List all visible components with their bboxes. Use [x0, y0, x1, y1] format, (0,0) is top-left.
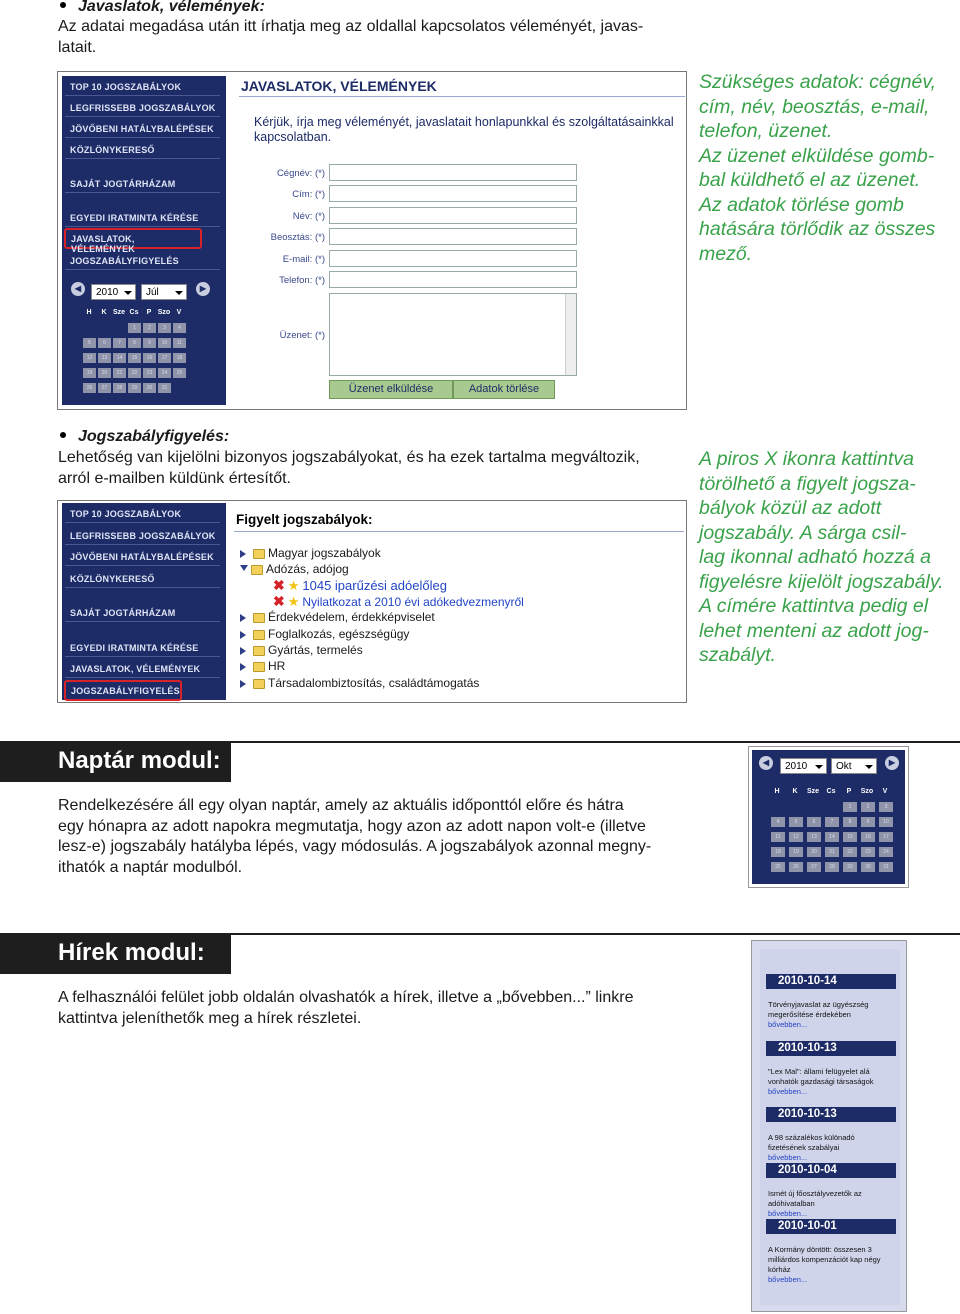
news-item	[768, 1000, 898, 1030]
calendar-widget	[65, 276, 217, 401]
sidebar-item-gazette-search[interactable]: KÖZLÖNYKERESŐ	[65, 141, 220, 159]
calendar-day[interactable]: 20	[98, 368, 111, 378]
news-more-link[interactable]: bővebben...	[768, 1153, 808, 1162]
calendar-day[interactable]: 9	[143, 338, 156, 348]
calendar-day[interactable]: 19	[789, 847, 803, 857]
month-select[interactable]: Júl	[141, 284, 187, 300]
tree-item[interactable]: Érdekvédelem, érdekképviselet	[240, 610, 435, 624]
calendar-day[interactable]: 14	[825, 832, 839, 842]
send-button[interactable]: Üzenet elküldése	[329, 380, 453, 399]
tree-item[interactable]: Adózás, adójog	[240, 562, 349, 576]
calendar-day[interactable]: 10	[158, 338, 171, 348]
calendar-day[interactable]: 4	[173, 323, 186, 333]
tree-item[interactable]: Foglalkozás, egészségügy	[240, 627, 409, 641]
calendar-day[interactable]: 3	[879, 802, 893, 812]
news-more-link[interactable]: bővebben...	[768, 1209, 808, 1218]
next-month-icon[interactable]: ▶	[196, 282, 210, 296]
calendar-day[interactable]: 24	[158, 368, 171, 378]
calendar-day[interactable]: 26	[789, 862, 803, 872]
section1-heading: Javaslatok, vélemények:	[58, 0, 265, 16]
next-month-icon[interactable]: ▶	[885, 756, 899, 770]
weekday-label: Szo	[860, 788, 874, 795]
news-item	[768, 1189, 898, 1219]
calendar-day[interactable]: 1	[843, 802, 857, 812]
weekday-label: Cs	[129, 309, 139, 316]
calendar-day[interactable]: 3	[158, 323, 171, 333]
calendar-day[interactable]: 27	[98, 383, 111, 393]
news-text: A Kormány döntött: összesen 3	[768, 1245, 872, 1254]
label-company: Cégnév: (*)	[276, 168, 325, 179]
calendar-day[interactable]: 12	[789, 832, 803, 842]
calendar-day[interactable]: 5	[83, 338, 96, 348]
calendar-day[interactable]: 15	[128, 353, 141, 363]
naptar-body: Rendelkezésére áll egy olyan naptár, amely az aktuális időponttól előre és hátra egy hónapra az adott napokra megmutatja, hogy azon az adott napon volt-e (illetve lesz-e) jogszabály hatályba lépés, vagy módosulás. A jogszabályok azonnal megny- ithatók a naptár modulból.	[58, 797, 652, 876]
watched-law[interactable]: ✖ ★ Nyilatkozat a 2010 évi adókedvezmenyről	[273, 593, 524, 609]
sidebar-item-latest[interactable]: LEGFRISSEBB JOGSZABÁLYOK	[65, 527, 220, 545]
company-input[interactable]	[329, 164, 577, 181]
weekday-label: H	[86, 309, 92, 316]
prev-month-icon[interactable]: ◀	[71, 282, 85, 296]
sidebar-item-my-library[interactable]: SAJÁT JOGTÁRHÁZAM	[65, 604, 220, 622]
news-more-link[interactable]: bővebben...	[768, 1275, 808, 1284]
calendar-day[interactable]: 8	[128, 338, 141, 348]
calendar-day[interactable]: 13	[98, 353, 111, 363]
calendar-day[interactable]: 24	[879, 847, 893, 857]
calendar-day[interactable]: 13	[807, 832, 821, 842]
label-message: Üzenet: (*)	[279, 330, 325, 341]
calendar-day[interactable]: 7	[113, 338, 126, 348]
news-text: A 98 százalékos különadó	[768, 1133, 855, 1142]
calendar-day[interactable]: 27	[807, 862, 821, 872]
sidebar-item-watch[interactable]: JOGSZABÁLYFIGYELÉS	[65, 252, 220, 270]
remove-icon[interactable]: ✖	[273, 593, 285, 609]
tree-item[interactable]: HR	[240, 659, 285, 673]
calendar-day[interactable]: 2	[861, 802, 875, 812]
section1-side-note: Szükséges adatok: cégnév, cím, név, beosztás, e-mail, telefon, üzenet. Az üzenet elküldése gomb- bal küldhető el az üzenet. Az adatok törlése gomb hatására törlődik az összes mező.	[699, 71, 937, 265]
calendar-day[interactable]: 2	[143, 323, 156, 333]
tree-item[interactable]: Gyártás, termelés	[240, 643, 363, 657]
calendar-day[interactable]: 22	[128, 368, 141, 378]
watch-title: Figyelt jogszabályok:	[236, 512, 373, 527]
message-textarea[interactable]	[329, 293, 577, 376]
news-more-link[interactable]: bővebben...	[768, 1020, 808, 1029]
hirek-heading: Hírek modul:	[0, 934, 231, 974]
sidebar	[62, 76, 226, 405]
position-input[interactable]	[329, 228, 577, 245]
calendar-day[interactable]: 12	[83, 353, 96, 363]
calendar-day[interactable]: 5	[789, 817, 803, 827]
calendar-day[interactable]: 28	[825, 862, 839, 872]
calendar-day[interactable]: 15	[843, 832, 857, 842]
news-text: milliárdos kompenzációt kap négy	[768, 1255, 881, 1264]
news-screenshot	[751, 940, 907, 1312]
calendar-day[interactable]: 22	[843, 847, 857, 857]
sidebar-item-feedback[interactable]: JAVASLATOK, VÉLEMÉNYEK	[64, 228, 202, 249]
weekday-label: Sze	[112, 309, 126, 316]
hirek-body: A felhasználói felület jobb oldalán olvashatók a hírek, illetve a „bővebben...” linkre kattintva jeleníthetők meg a hírek részletei.	[58, 989, 634, 1027]
form-intro: Kérjük, írja meg véleményét, javaslatait honlapunkkal és szolgáltatásainkkal kapcsolatban.	[254, 115, 674, 144]
news-text: Ismét új főosztályvezetők az	[768, 1189, 862, 1198]
watched-law[interactable]: ✖ ★ 1045 iparűzési adóelőleg	[273, 577, 447, 593]
calendar-day[interactable]: 21	[825, 847, 839, 857]
sidebar-item-upcoming[interactable]: JÖVŐBENI HATÁLYBALÉPÉSEK	[65, 120, 220, 138]
weekday-label: V	[176, 309, 182, 316]
news-date: 2010-10-04	[766, 1163, 896, 1178]
name-input[interactable]	[329, 207, 577, 224]
calendar-day[interactable]: 29	[128, 383, 141, 393]
news-date: 2010-10-14	[766, 974, 896, 989]
calendar-day[interactable]: 10	[879, 817, 893, 827]
calendar-day[interactable]: 20	[807, 847, 821, 857]
calendar-day[interactable]: 18	[173, 353, 186, 363]
label-phone: Telefon: (*)	[279, 275, 325, 286]
section1-body: Az adatai megadása után itt írhatja meg az oldallal kapcsolatos véleményét, javas- latait.	[58, 18, 644, 56]
section2-body: Lehetőség van kijelölni bizonyos jogszabályokat, és ha ezek tartalma megváltozik, arról e-mailben küldünk értesítőt.	[58, 449, 640, 487]
calendar-day[interactable]: 17	[158, 353, 171, 363]
sidebar-item-latest[interactable]: LEGFRISSEBB JOGSZABÁLYOK	[65, 99, 220, 117]
news-item	[768, 1067, 898, 1097]
calendar-day[interactable]: 31	[879, 862, 893, 872]
news-text: megerősítése érdekében	[768, 1010, 851, 1019]
news-date: 2010-10-13	[766, 1107, 896, 1122]
calendar-day[interactable]: 17	[879, 832, 893, 842]
news-text: "Lex Mal": állami felügyelet alá	[768, 1067, 870, 1076]
calendar-day[interactable]: 23	[861, 847, 875, 857]
feedback-screenshot	[57, 71, 687, 410]
tree-item[interactable]: Magyar jogszabályok	[240, 546, 381, 560]
calendar-day[interactable]: 6	[98, 338, 111, 348]
news-date: 2010-10-13	[766, 1041, 896, 1056]
weekday-label: K	[101, 309, 107, 316]
calendar-day[interactable]: 7	[825, 817, 839, 827]
calendar-day[interactable]: 19	[83, 368, 96, 378]
sidebar-item-watch[interactable]: JOGSZABÁLYFIGYELÉS	[64, 680, 182, 701]
news-more-link[interactable]: bővebben...	[768, 1087, 808, 1096]
calendar-day[interactable]: 21	[113, 368, 126, 378]
calendar-day[interactable]: 23	[143, 368, 156, 378]
calendar-day[interactable]: 30	[861, 862, 875, 872]
form-title: JAVASLATOK, VÉLEMÉNYEK	[241, 78, 437, 94]
section2-side-note: A piros X ikonra kattintva törölhető a figyelt jogsza- bályok közül az adott jogszabály. A sárga csil- lag ikonnal adható hozzá a figyelésre kijelölt jogszabály. A címére kattintva pedig el lehet menteni az adott jog- szabályt.	[699, 448, 944, 666]
calendar-day[interactable]: 18	[771, 847, 785, 857]
message-scrollbar[interactable]	[565, 294, 576, 375]
sidebar	[62, 503, 226, 700]
news-date: 2010-10-01	[766, 1219, 896, 1234]
calendar-day[interactable]: 28	[113, 383, 126, 393]
phone-input[interactable]	[329, 271, 577, 288]
tree-item[interactable]: Társadalombiztosítás, családtámogatás	[240, 676, 479, 690]
news-text: adóhivatalban	[768, 1199, 815, 1208]
calendar-day[interactable]: 4	[771, 817, 785, 827]
label-email: E-mail: (*)	[282, 254, 325, 265]
weekday-label: Sze	[806, 788, 820, 795]
sidebar-item-template-request[interactable]: EGYEDI IRATMINTA KÉRÉSE	[65, 209, 220, 227]
sidebar-item-my-library[interactable]: SAJÁT JOGTÁRHÁZAM	[65, 175, 220, 193]
month-select[interactable]: Okt	[831, 758, 877, 774]
weekday-label: H	[774, 788, 780, 795]
weekday-label: P	[146, 309, 152, 316]
section2-heading: Jogszabályfigyelés:	[58, 428, 229, 446]
news-text: vonhatók gazdasági társaságok	[768, 1077, 874, 1086]
calendar-day[interactable]: 26	[83, 383, 96, 393]
clear-button[interactable]: Adatok törlése	[453, 380, 555, 399]
weekday-label: P	[846, 788, 852, 795]
weekday-label: V	[882, 788, 888, 795]
sidebar-item-template-request[interactable]: EGYEDI IRATMINTA KÉRÉSE	[65, 639, 220, 657]
calendar-widget	[752, 750, 905, 884]
prev-month-icon[interactable]: ◀	[759, 756, 773, 770]
calendar-day[interactable]: 1	[128, 323, 141, 333]
calendar-day[interactable]: 25	[173, 368, 186, 378]
calendar-day[interactable]: 16	[143, 353, 156, 363]
year-select[interactable]: 2010	[780, 758, 827, 774]
sidebar-item-feedback[interactable]: JAVASLATOK, VÉLEMÉNYEK	[65, 660, 220, 678]
label-address: Cím: (*)	[292, 189, 325, 200]
weekday-label: K	[792, 788, 798, 795]
label-position: Beosztás: (*)	[270, 232, 325, 243]
sidebar-item-gazette-search[interactable]: KÖZLÖNYKERESŐ	[65, 570, 220, 588]
sidebar-item-top10[interactable]: TOP 10 JOGSZABÁLYOK	[65, 505, 220, 523]
calendar-day[interactable]: 14	[113, 353, 126, 363]
calendar-day[interactable]: 6	[807, 817, 821, 827]
naptar-heading: Naptár modul:	[0, 742, 231, 782]
email-input[interactable]	[329, 250, 577, 267]
star-icon[interactable]: ★	[287, 578, 300, 593]
calendar-day[interactable]: 11	[771, 832, 785, 842]
watch-screenshot	[57, 500, 687, 703]
calendar-day[interactable]: 30	[143, 383, 156, 393]
weekday-label: Cs	[826, 788, 836, 795]
news-text: kórház	[768, 1265, 791, 1274]
news-text: fizetésének szabályai	[768, 1143, 840, 1152]
star-icon[interactable]: ★	[287, 594, 300, 609]
calendar-screenshot	[748, 746, 909, 888]
year-select[interactable]: 2010	[91, 284, 136, 300]
calendar-day[interactable]: 25	[771, 862, 785, 872]
calendar-day[interactable]: 8	[843, 817, 857, 827]
calendar-day[interactable]: 31	[158, 383, 171, 393]
sidebar-item-upcoming[interactable]: JÖVŐBENI HATÁLYBALÉPÉSEK	[65, 548, 220, 566]
calendar-day[interactable]: 11	[173, 338, 186, 348]
news-item	[768, 1245, 898, 1285]
sidebar-item-top10[interactable]: TOP 10 JOGSZABÁLYOK	[65, 78, 220, 96]
news-text: Törvényjavaslat az ügyészség	[768, 1000, 869, 1009]
calendar-day[interactable]: 29	[843, 862, 857, 872]
news-item	[768, 1133, 898, 1163]
address-input[interactable]	[329, 185, 577, 202]
weekday-label: Szo	[157, 309, 171, 316]
remove-icon[interactable]: ✖	[273, 577, 285, 593]
calendar-day[interactable]: 9	[861, 817, 875, 827]
calendar-day[interactable]: 16	[861, 832, 875, 842]
label-name: Név: (*)	[292, 211, 325, 222]
